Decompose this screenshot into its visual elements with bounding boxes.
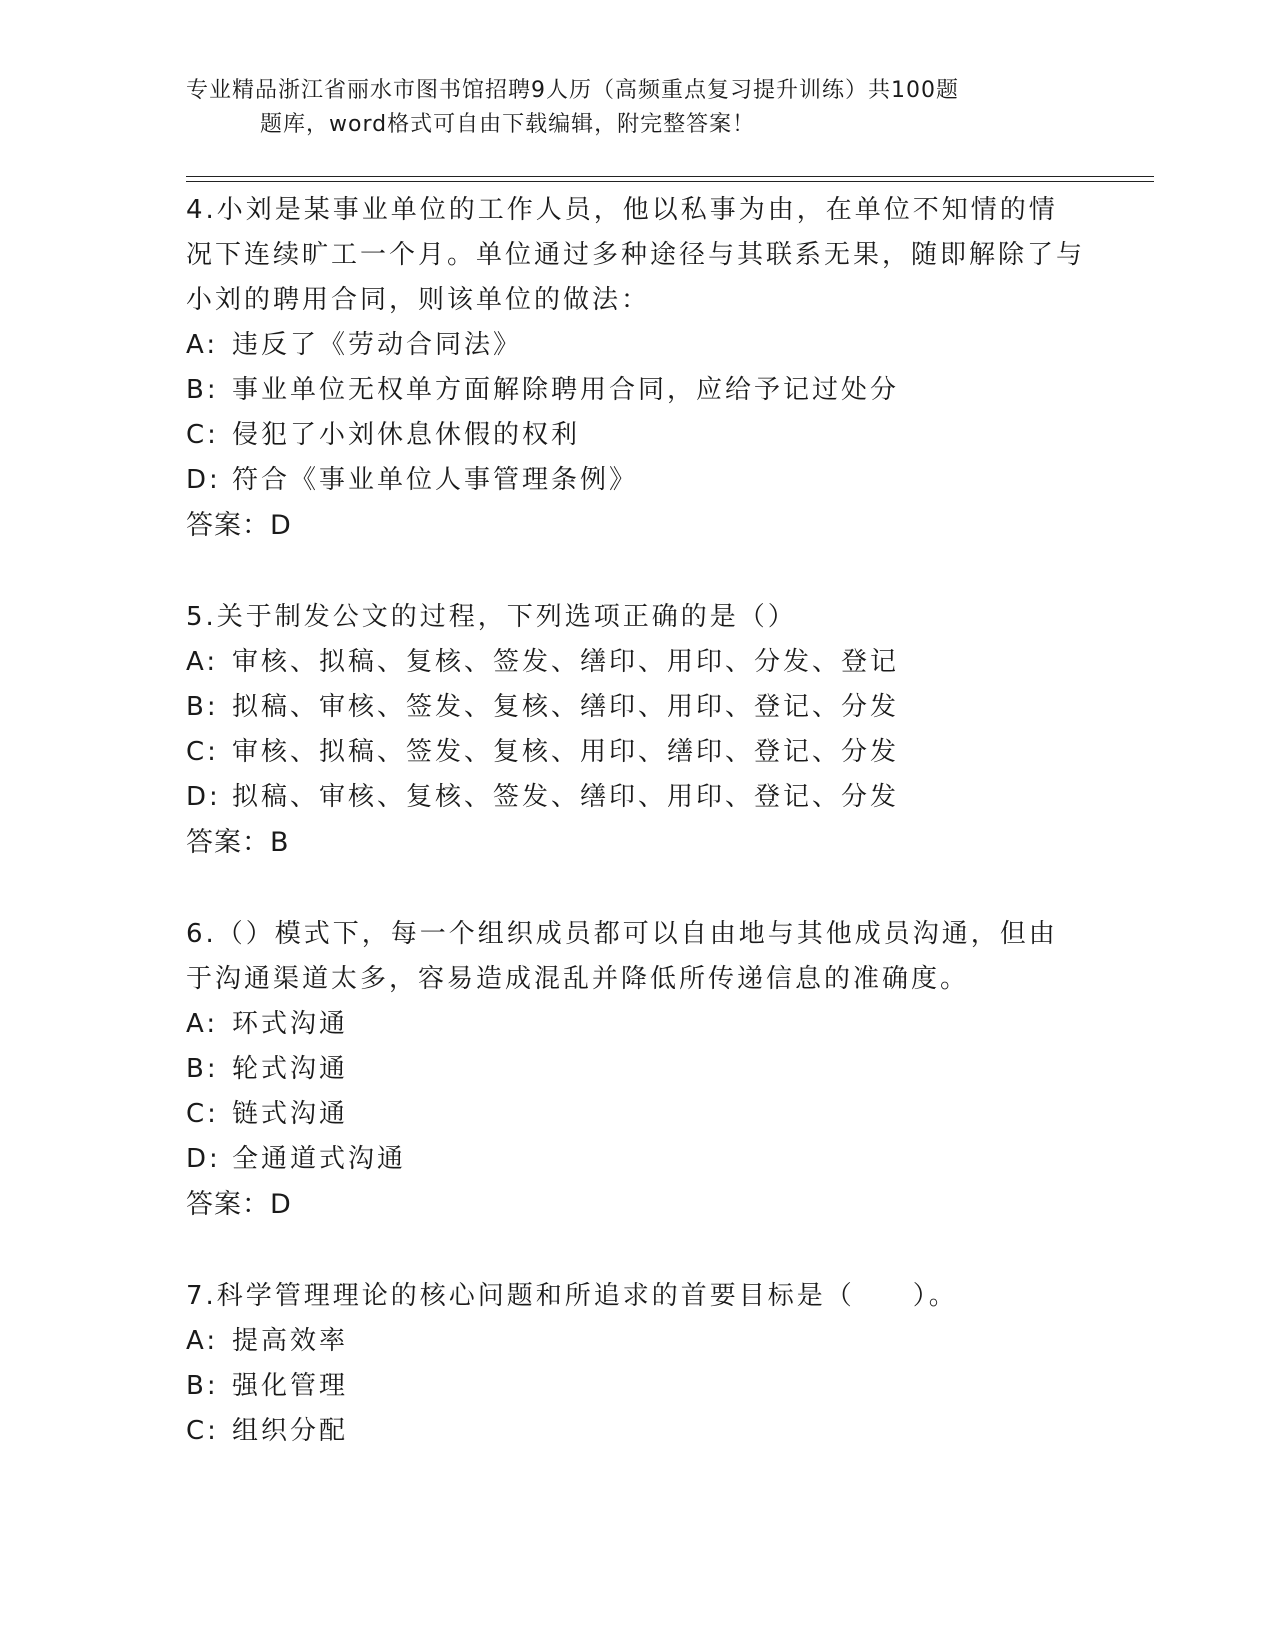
option-text: 拟稿、审核、签发、复核、缮印、用印、登记、分发 bbox=[232, 692, 900, 722]
option-text: 链式沟通 bbox=[232, 1099, 349, 1129]
option-text: 轮式沟通 bbox=[232, 1054, 349, 1084]
option-a bbox=[186, 1002, 1086, 1047]
option-letter: C: bbox=[186, 1416, 219, 1446]
option-text: 全通道式沟通 bbox=[232, 1144, 407, 1174]
header-title-line-2: 题库，word格式可自由下载编辑，附完整答案！ bbox=[260, 112, 756, 137]
option-text: 符合《事业单位人事管理条例》 bbox=[232, 465, 639, 495]
option-letter: B: bbox=[186, 1054, 219, 1084]
question-4 bbox=[186, 188, 1086, 549]
question-5 bbox=[186, 595, 1086, 866]
option-b bbox=[186, 685, 1086, 730]
option-text: 违反了《劳动合同法》 bbox=[232, 330, 523, 360]
option-letter: B: bbox=[186, 1371, 219, 1401]
document-header bbox=[186, 74, 1066, 142]
question-stem: 6.（）模式下，每一个组织成员都可以自由地与其他成员沟通，但由于沟通渠道太多，容易造成混乱并降低所传递信息的准确度。 bbox=[186, 919, 1058, 994]
option-letter: C: bbox=[186, 420, 219, 450]
option-letter: D: bbox=[186, 1144, 221, 1174]
question-list bbox=[186, 188, 1086, 1500]
option-b bbox=[186, 1364, 1086, 1409]
answer-line: 答案：D bbox=[186, 510, 292, 541]
option-text: 审核、拟稿、复核、签发、缮印、用印、分发、登记 bbox=[232, 647, 900, 677]
option-text: 审核、拟稿、签发、复核、用印、缮印、登记、分发 bbox=[232, 737, 900, 767]
option-text: 拟稿、审核、复核、签发、缮印、用印、登记、分发 bbox=[232, 782, 900, 812]
option-letter: C: bbox=[186, 1099, 219, 1129]
option-letter: A: bbox=[186, 647, 219, 677]
option-letter: D: bbox=[186, 465, 221, 495]
option-text: 组织分配 bbox=[232, 1416, 349, 1446]
option-a bbox=[186, 323, 1086, 368]
question-stem: 5.关于制发公文的过程，下列选项正确的是（） bbox=[186, 602, 797, 632]
option-text: 强化管理 bbox=[232, 1371, 349, 1401]
answer-line: 答案：D bbox=[186, 1189, 292, 1220]
option-text: 事业单位无权单方面解除聘用合同，应给予记过处分 bbox=[232, 375, 900, 405]
option-a bbox=[186, 640, 1086, 685]
option-d bbox=[186, 1137, 1086, 1182]
option-letter: C: bbox=[186, 737, 219, 767]
option-text: 环式沟通 bbox=[232, 1009, 349, 1039]
option-text: 侵犯了小刘休息休假的权利 bbox=[232, 420, 581, 450]
header-divider-top bbox=[186, 176, 1154, 177]
question-6 bbox=[186, 912, 1086, 1228]
answer-line: 答案：B bbox=[186, 827, 290, 858]
option-c bbox=[186, 1409, 1086, 1454]
option-letter: A: bbox=[186, 1326, 219, 1356]
question-stem: 4.小刘是某事业单位的工作人员，他以私事为由，在单位不知情的情况下连续旷工一个月。单位通过多种途径与其联系无果，随即解除了与小刘的聘用合同，则该单位的做法： bbox=[186, 195, 1086, 315]
option-d bbox=[186, 775, 1086, 820]
option-text: 提高效率 bbox=[232, 1326, 349, 1356]
option-letter: A: bbox=[186, 1009, 219, 1039]
option-b bbox=[186, 368, 1086, 413]
option-letter: B: bbox=[186, 692, 219, 722]
option-c bbox=[186, 413, 1086, 458]
option-letter: A: bbox=[186, 330, 219, 360]
question-stem: 7.科学管理理论的核心问题和所追求的首要目标是（ ）。 bbox=[186, 1281, 958, 1311]
question-7 bbox=[186, 1274, 1086, 1454]
option-letter: B: bbox=[186, 375, 219, 405]
option-a bbox=[186, 1319, 1086, 1364]
header-divider-bottom bbox=[186, 181, 1154, 182]
option-letter: D: bbox=[186, 782, 221, 812]
option-b bbox=[186, 1047, 1086, 1092]
option-d bbox=[186, 458, 1086, 503]
option-c bbox=[186, 1092, 1086, 1137]
header-title-line-1: 专业精品浙江省丽水市图书馆招聘9人历（高频重点复习提升训练）共100题 bbox=[186, 78, 959, 103]
option-c bbox=[186, 730, 1086, 775]
